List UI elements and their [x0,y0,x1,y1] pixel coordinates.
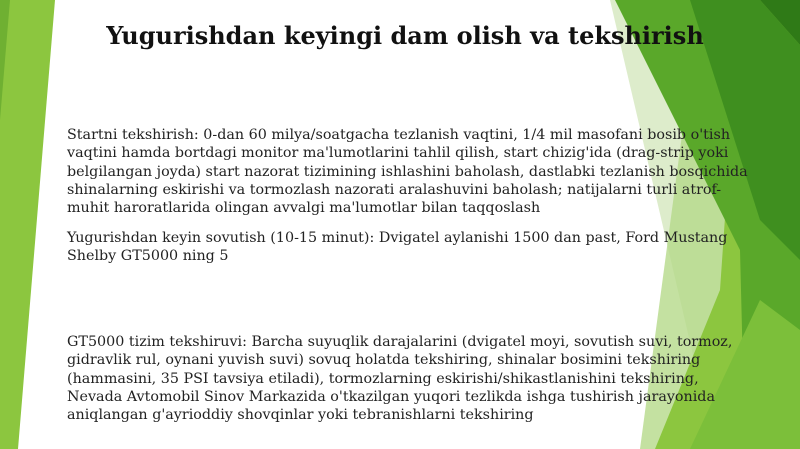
paragraph-start-check: Startni tekshirish: 0-dan 60 milya/soatgacha tezlanish vaqtini, 1/4 mil masofani bosib o'tish vaqtini hamda bortdagi monitor ma'lumotlarini tahlil qilish, start chizig'ida (drag-strip yoki belgilangan joyda) start nazorat tizimining ishlashini baholash, dastlabki tezlanish bosqichida shinalarning eskirishi va tormozlash nazorati aralashuvini baholash; natijalarni turli atrof-muhit haroratlarida olingan avvalgi ma'lumotlar bilan taqqoslash [67,127,748,217]
paragraph-cooldown: Yugurishdan keyin sovutish (10-15 minut): Dvigatel aylanishi 1500 dan past, Ford Mustang Shelby GT5000 ning 5 [67,230,728,265]
left-accent-strip [0,0,55,449]
slide-title: Yugurishdan keyingi dam olish va tekshirish [106,21,704,50]
paragraph-system-check: GT5000 tizim tekshiruvi: Barcha suyuqlik darajalarini (dvigatel moyi, sovutish suvi, tormoz, gidravlik rul, oynani yuvish suvi) sovuq holatda tekshiring, shinalar bosimini tekshiring (hammasini, 35 PSI tavsiya etiladi), tormozlarning eskirishi/shikastlanishini tekshiring, Nevada Avtomobil Sinov Markazida o'tkazilgan yuqori tezlikda ishga tushirish jarayonida aniqlangan g'ayrioddiy shovqinlar yoki tebranishlarni tekshiring [67,334,733,424]
